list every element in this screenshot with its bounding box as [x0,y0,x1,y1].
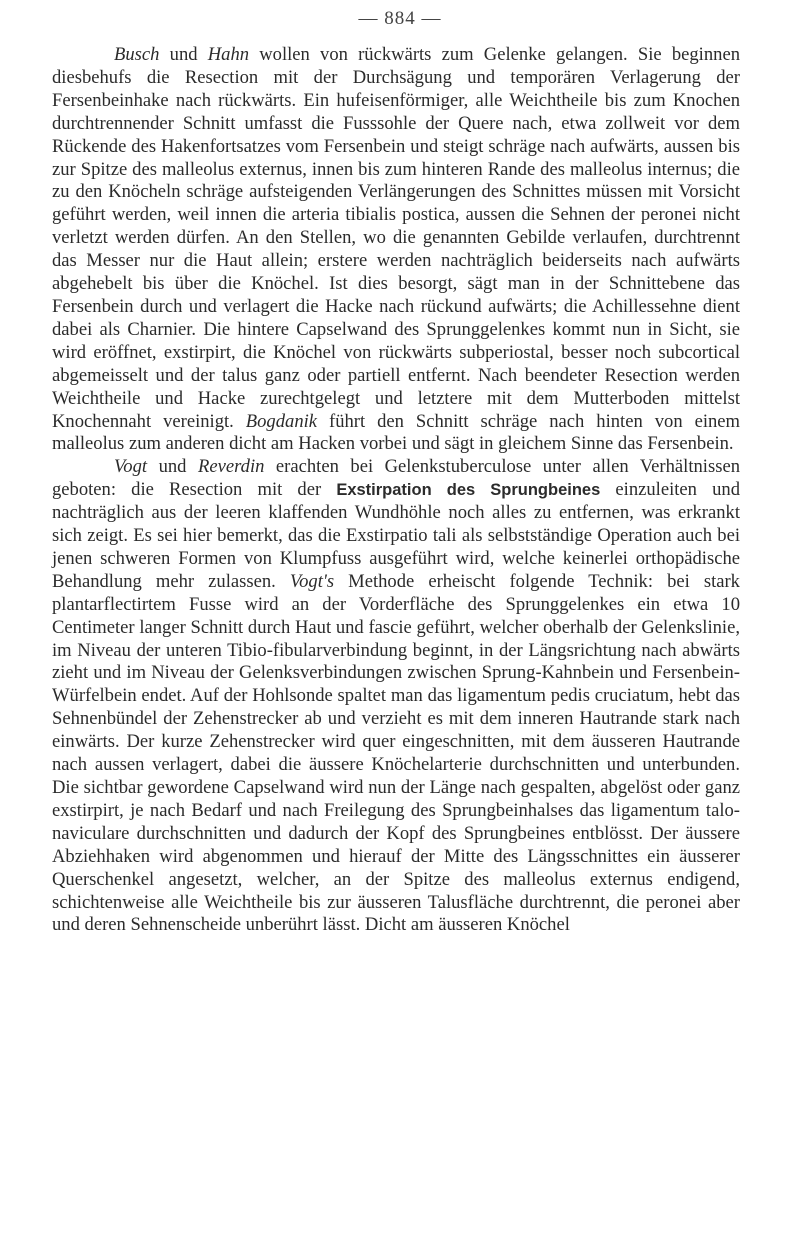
paragraph-2 [52,456,740,937]
body-text [52,44,740,937]
text-run: wollen von rückwärts zum Gelenke gelangen. Sie beginnen diesbehufs die Resection mit der Durchsägung und temporären Verlagerung der Fersenbeinhake nach rückwärts. Ein hufeisenförmiger, alle Weichtheile bis zum Knochen durchtrennender Schnitt umfasst die Fusssohle der Quere nach, etwa zollweit vor dem Rückende des Hakenfortsatzes vom Fersenbein und steigt schräge nach aufwärts, aussen bis zur Spitze des malleolus externus, innen bis zum hinteren Rande des malleolus internus; die zu den Knöcheln schräge aufsteigenden Verlängerungen des Schnittes müssen mit Vorsicht geführt werden, weil innen die arteria tibialis postica, aussen die Sehnen der peronei nicht verletzt werden dürfen. An den Stellen, wo die genannten Gebilde verlaufen, durchtrennt das Messer nur die Haut allein; erstere werden nachträglich beiderseits nach aufwärts abgehebelt bis über die Knöchel. Ist dies besorgt, sägt man in der Schnittebene das Fersenbein durch und verlagert die Hacke nach rückund aufwärts; die Achillessehne dient dabei als Charnier. Die hintere Capselwand des Sprunggelenkes kommt nun in Sicht, sie wird eröffnet, exstirpirt, die Knöchel von rückwärts subperiostal, besser noch subcortical abgemeisselt und der talus ganz oder partiell entfernt. Nach beendeter Resection werden Weichtheile und Hacke zurechtgelegt und letztere mit dem Mutterboden mittelst Knochennaht vereinigt. [52,44,740,432]
text-run: erachten bei Gelenkstuberculose unter allen Verhältnissen geboten: die Resection mit der [52,456,740,501]
author-name: Bogdanik [245,410,318,432]
author-name: Vogt's [289,570,335,592]
paragraph-1 [52,44,740,456]
text-run: Methode erheischt folgende Technik: bei stark plantarflectirtem Fusse wird an der Vorderfläche des Sprunggelenkes ein etwa 10 Centimeter langer Schnitt durch Haut und fascie geführt, welcher oberhalb der Gelenkslinie, im Niveau der unteren Tibio-fibularverbindung beginnt, in der Längsrichtung nach abwärts zieht und im Niveau der Gelenksverbindungen zwischen Sprung-Kahnbein und Fersenbein-Würfelbein endet. Auf der Hohlsonde spaltet man das ligamentum pedis cruciatum, hebt das Sehnenbündel der Zehenstrecker ab und verzieht es mit dem inneren Hautrande stark nach einwärts. Der kurze Zehenstrecker wird quer eingeschnitten, mit dem äusseren Hautrande nach aussen verlagert, dabei die äussere Knöchelarterie durchschnitten und unterbunden. Die sichtbar gewordene Capselwand wird nun der Länge nach gespalten, abgelöst oder ganz exstirpirt, je nach Bedarf und nach Freilegung des Sprungbeinhalses das ligamentum talo-naviculare durchschnitten und dadurch der Kopf des Sprungbeines entblösst. Der äussere Abziehhaken wird abgenommen und hierauf der Mitte des Längsschnittes ein äusserer Querschenkel angesetzt, welcher, an der Spitze des malleolus externus endigend, schichtenweise alle Weichtheile bis zur äusseren Talusfläche durchtrennt, die peronei aber und deren Sehnenscheide unberührt lässt. Dicht am äusseren Knöchel [52,570,740,936]
text-run: und [147,456,198,478]
author-name: Vogt [114,456,148,478]
page-number: — 884 — [358,8,442,29]
author-name: Hahn [207,44,250,65]
text-run: und [159,44,208,65]
emphasis-text: Exstirpation des Sprungbeines [336,481,601,500]
text-run: einzuleiten und nachträglich aus der leeren klaffenden Wundhöhle noch alles zu entfernen, was erkrankt sich zeigt. Es sei hier bemerkt, das die Exstirpatio tali als selbstständige Operation auch bei jenen schweren Formen von Klumpfuss ausgeführt wird, welche keinerlei orthopädische Behandlung mehr zulassen. [52,479,741,592]
text-run: führt den Schnitt schräge nach hinten von einem malleolus zum anderen dicht am Hacken vorbei und sägt in gleichem Sinne das Fersenbein. [52,410,740,455]
author-name: Busch [114,44,160,65]
author-name: Reverdin [197,456,265,478]
